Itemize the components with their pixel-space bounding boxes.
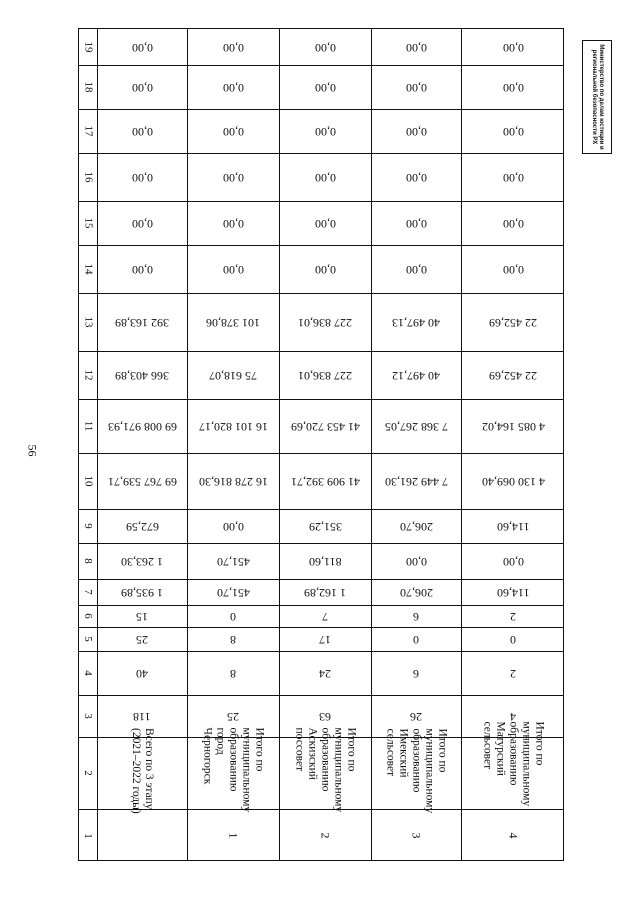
table-cell — [279, 651, 371, 695]
column-number-label: 12 — [82, 369, 94, 381]
row-name-cell — [279, 727, 371, 812]
table-cell — [97, 65, 187, 109]
table-cell — [97, 351, 187, 399]
table-cell — [187, 579, 279, 605]
table-cell — [371, 351, 461, 399]
table-cell — [97, 543, 187, 579]
table-cell — [279, 29, 371, 65]
table-cell — [279, 351, 371, 399]
cell-value: 40 — [136, 666, 148, 681]
row-name-cell — [97, 728, 187, 814]
table-cell — [371, 65, 461, 109]
cell-value: 0,00 — [405, 170, 427, 185]
cell-value: 6 — [413, 666, 419, 681]
ministry-stamp — [582, 40, 612, 154]
table-cell — [187, 153, 279, 201]
table-cell — [187, 109, 279, 153]
cell-value: 0,00 — [222, 170, 244, 185]
cell-value: 25 — [136, 632, 148, 647]
cell-value: 0,00 — [314, 216, 336, 231]
column-number — [79, 627, 97, 651]
cell-value: 0,00 — [405, 216, 427, 231]
column-number — [79, 109, 97, 153]
table-cell — [461, 605, 565, 627]
cell-value: 75 618,07 — [209, 368, 257, 383]
table-cell — [187, 509, 279, 543]
table-cell — [461, 509, 565, 543]
column-number-label: 17 — [82, 125, 94, 137]
cell-value: 206,70 — [399, 519, 433, 534]
column-number-label: 5 — [82, 636, 94, 642]
cell-value: 16 101 820,17 — [198, 419, 268, 434]
cell-value: 206,70 — [399, 585, 433, 600]
cell-value: 392 163,89 — [115, 315, 169, 330]
cell-value: 0,00 — [502, 124, 524, 139]
cell-value: 0,00 — [131, 262, 153, 277]
table-cell — [187, 351, 279, 399]
table-cell — [461, 453, 565, 509]
table-cell — [371, 399, 461, 453]
cell-value: 0 — [413, 632, 419, 647]
cell-value: 4 085 164,02 — [481, 419, 545, 434]
column-number — [79, 651, 97, 695]
table-cell — [461, 153, 565, 201]
cell-value: 0,00 — [405, 80, 427, 95]
cell-value: 40 497,12 — [392, 368, 440, 383]
column-number — [79, 579, 97, 605]
table-cell — [279, 627, 371, 651]
cell-value: 0,00 — [502, 170, 524, 185]
row-number-cell — [279, 809, 371, 862]
cell-value: 0,00 — [222, 40, 244, 55]
column-number-label: 9 — [82, 523, 94, 529]
column-number-label: 10 — [82, 475, 94, 487]
row-number-cell — [371, 809, 461, 862]
table-cell — [371, 509, 461, 543]
column-number-label: 3 — [82, 713, 94, 719]
cell-value: 1 935,89 — [121, 585, 163, 600]
cell-value: 0,00 — [222, 124, 244, 139]
cell-value: 0,00 — [314, 262, 336, 277]
column-number-label: 18 — [82, 81, 94, 93]
cell-value: 8 — [230, 666, 236, 681]
column-number-label: 6 — [82, 613, 94, 619]
table-cell — [371, 201, 461, 245]
cell-value: 40 497,13 — [392, 315, 440, 330]
table-cell — [461, 65, 565, 109]
column-number — [79, 737, 97, 809]
column-number — [79, 65, 97, 109]
row-name-cell — [461, 721, 565, 809]
cell-value: 8 — [230, 632, 236, 647]
table-cell — [279, 399, 371, 453]
cell-value: 41 453 720,69 — [290, 419, 360, 434]
table-cell — [187, 201, 279, 245]
column-number-label: 14 — [82, 263, 94, 275]
table-cell — [371, 153, 461, 201]
row-name: Всего по 3 этапу (2021–2022 годы) — [130, 728, 155, 814]
row-name-cell — [187, 727, 279, 812]
cell-value: 0,00 — [314, 124, 336, 139]
cell-value: 0,00 — [405, 40, 427, 55]
column-number-label: 4 — [82, 670, 94, 676]
cell-value: 7 — [322, 609, 328, 624]
table-cell — [461, 351, 565, 399]
column-number — [79, 351, 97, 399]
cell-value: 451,70 — [216, 554, 250, 569]
table-cell — [371, 29, 461, 65]
table-cell — [461, 399, 565, 453]
column-number — [79, 605, 97, 627]
cell-value: 15 — [136, 609, 148, 624]
table-cell — [371, 627, 461, 651]
cell-value: 1 263,30 — [121, 554, 163, 569]
cell-value: 0,00 — [502, 80, 524, 95]
cell-value: 451,70 — [216, 585, 250, 600]
table-cell — [279, 153, 371, 201]
table-cell — [97, 201, 187, 245]
column-number — [79, 543, 97, 579]
table-cell — [371, 245, 461, 293]
column-number — [79, 453, 97, 509]
cell-value: 0,00 — [222, 519, 244, 534]
table-cell — [187, 293, 279, 351]
cell-value: 4 130 069,40 — [481, 474, 545, 489]
row-number: 4 — [506, 832, 521, 839]
cell-value: 0,00 — [502, 216, 524, 231]
column-number-label: 7 — [82, 589, 94, 595]
table-cell — [279, 579, 371, 605]
cell-value: 7 449 261,30 — [384, 474, 448, 489]
column-number-label: 1 — [82, 832, 94, 839]
row-number: 3 — [409, 832, 424, 839]
cell-value: 114,60 — [496, 519, 530, 534]
row-name: Итого по муниципальному образованию Аскизский поссовет — [293, 727, 358, 812]
table-cell — [97, 293, 187, 351]
cell-value: 22 452,69 — [489, 368, 537, 383]
column-number-label: 19 — [82, 41, 94, 53]
cell-value: 63 — [319, 709, 331, 724]
cell-value: 672,59 — [125, 519, 159, 534]
table-cell — [279, 543, 371, 579]
table-cell — [461, 627, 565, 651]
cell-value: 0,00 — [405, 262, 427, 277]
column-number-label: 15 — [82, 217, 94, 229]
cell-value: 0 — [510, 632, 516, 647]
column-number-label: 2 — [82, 770, 94, 776]
cell-value: 0,00 — [222, 262, 244, 277]
row-name: Итого по муниципальному образованию Имекский сельсовет — [384, 728, 449, 813]
table-cell — [461, 543, 565, 579]
cell-value: 69 008 971,93 — [107, 419, 177, 434]
table-cell — [461, 201, 565, 245]
cell-value: 227 836,01 — [298, 315, 352, 330]
table-cell — [97, 399, 187, 453]
cell-value: 351,29 — [308, 519, 342, 534]
cell-value: 22 452,69 — [489, 315, 537, 330]
table-cell — [279, 509, 371, 543]
table-cell — [461, 579, 565, 605]
cell-value: 101 378,06 — [206, 315, 260, 330]
table-cell — [97, 627, 187, 651]
row-name: Итого по муниципальному образованию город Черногорск — [201, 727, 266, 812]
cell-value: 6 — [413, 609, 419, 624]
table-cell — [97, 29, 187, 65]
row-name-cell — [371, 728, 461, 813]
cell-value: 0,00 — [131, 124, 153, 139]
cell-value: 0,00 — [405, 124, 427, 139]
cell-value: 0,00 — [314, 170, 336, 185]
stamp-text: Министерство по делам юстиции и региональной безопасности РХ — [591, 44, 605, 150]
table-cell — [461, 293, 565, 351]
table-cell — [279, 245, 371, 293]
cell-value: 0,00 — [405, 554, 427, 569]
cell-value: 41 909 392,71 — [290, 474, 360, 489]
column-number — [79, 809, 97, 862]
table-cell — [97, 453, 187, 509]
table-cell — [371, 651, 461, 695]
column-number-label: 8 — [82, 558, 94, 564]
table-cell — [461, 29, 565, 65]
column-number — [79, 509, 97, 543]
table-cell — [187, 29, 279, 65]
column-number-label: 11 — [82, 420, 94, 432]
table-cell — [97, 509, 187, 543]
cell-value: 16 278 816,30 — [198, 474, 268, 489]
table-cell — [187, 245, 279, 293]
cell-value: 17 — [319, 632, 331, 647]
row-number: 2 — [318, 832, 333, 839]
column-number — [79, 153, 97, 201]
table-cell — [279, 65, 371, 109]
table-cell — [461, 245, 565, 293]
cell-value: 0,00 — [222, 80, 244, 95]
column-number — [79, 201, 97, 245]
row-number-cell — [97, 809, 187, 862]
cell-value: 0,00 — [502, 262, 524, 277]
cell-value: 0,00 — [222, 216, 244, 231]
cell-value: 26 — [410, 709, 422, 724]
row-number-cell — [461, 809, 565, 862]
table-cell — [461, 651, 565, 695]
column-number — [79, 399, 97, 453]
table-cell — [187, 453, 279, 509]
column-number-label: 16 — [82, 171, 94, 183]
table-cell — [279, 293, 371, 351]
cell-value: 7 368 267,05 — [384, 419, 448, 434]
row-number: 1 — [226, 832, 241, 839]
table-cell — [97, 651, 187, 695]
table-cell — [371, 543, 461, 579]
cell-value: 227 836,01 — [298, 368, 352, 383]
column-number — [79, 245, 97, 293]
row-number-cell — [187, 809, 279, 862]
table-cell — [187, 543, 279, 579]
cell-value: 0,00 — [131, 80, 153, 95]
table-cell — [279, 453, 371, 509]
table-cell — [279, 605, 371, 627]
cell-value: 118 — [133, 709, 151, 724]
data-table — [78, 28, 564, 861]
cell-value: 2 — [510, 609, 516, 624]
cell-value: 4 — [510, 709, 516, 724]
cell-value: 1 162,89 — [304, 585, 346, 600]
table-cell — [187, 65, 279, 109]
cell-value: 0,00 — [314, 80, 336, 95]
row-name: Итого по муниципальному образованию Матурский сельсовет — [481, 721, 546, 806]
cell-value: 811,60 — [308, 554, 342, 569]
cell-value: 114,60 — [496, 585, 530, 600]
column-number — [79, 293, 97, 351]
column-number-label: 13 — [82, 316, 94, 328]
table-cell — [187, 627, 279, 651]
column-number — [79, 29, 97, 65]
table-cell — [371, 293, 461, 351]
cell-value: 366 403,89 — [115, 368, 169, 383]
table-cell — [371, 605, 461, 627]
table-cell — [187, 651, 279, 695]
cell-value: 0,00 — [131, 216, 153, 231]
cell-value: 24 — [319, 666, 331, 681]
table-cell — [97, 579, 187, 605]
cell-value: 25 — [227, 709, 239, 724]
cell-value: 0,00 — [314, 40, 336, 55]
cell-value: 0,00 — [502, 40, 524, 55]
page-number: 56 — [25, 444, 40, 457]
table-cell — [371, 109, 461, 153]
table-cell — [187, 399, 279, 453]
table-cell — [279, 201, 371, 245]
cell-value: 0,00 — [502, 554, 524, 569]
table-cell — [371, 453, 461, 509]
table-cell — [97, 245, 187, 293]
cell-value: 0,00 — [131, 170, 153, 185]
table-cell — [461, 109, 565, 153]
table-cell — [279, 109, 371, 153]
cell-value: 2 — [510, 666, 516, 681]
column-number — [79, 695, 97, 737]
cell-value: 0 — [230, 609, 236, 624]
cell-value: 0,00 — [131, 40, 153, 55]
table-cell — [371, 579, 461, 605]
cell-value: 69 767 539,71 — [107, 474, 177, 489]
table-cell — [187, 605, 279, 627]
table-cell — [97, 153, 187, 201]
table-cell — [97, 605, 187, 627]
table-cell — [97, 109, 187, 153]
